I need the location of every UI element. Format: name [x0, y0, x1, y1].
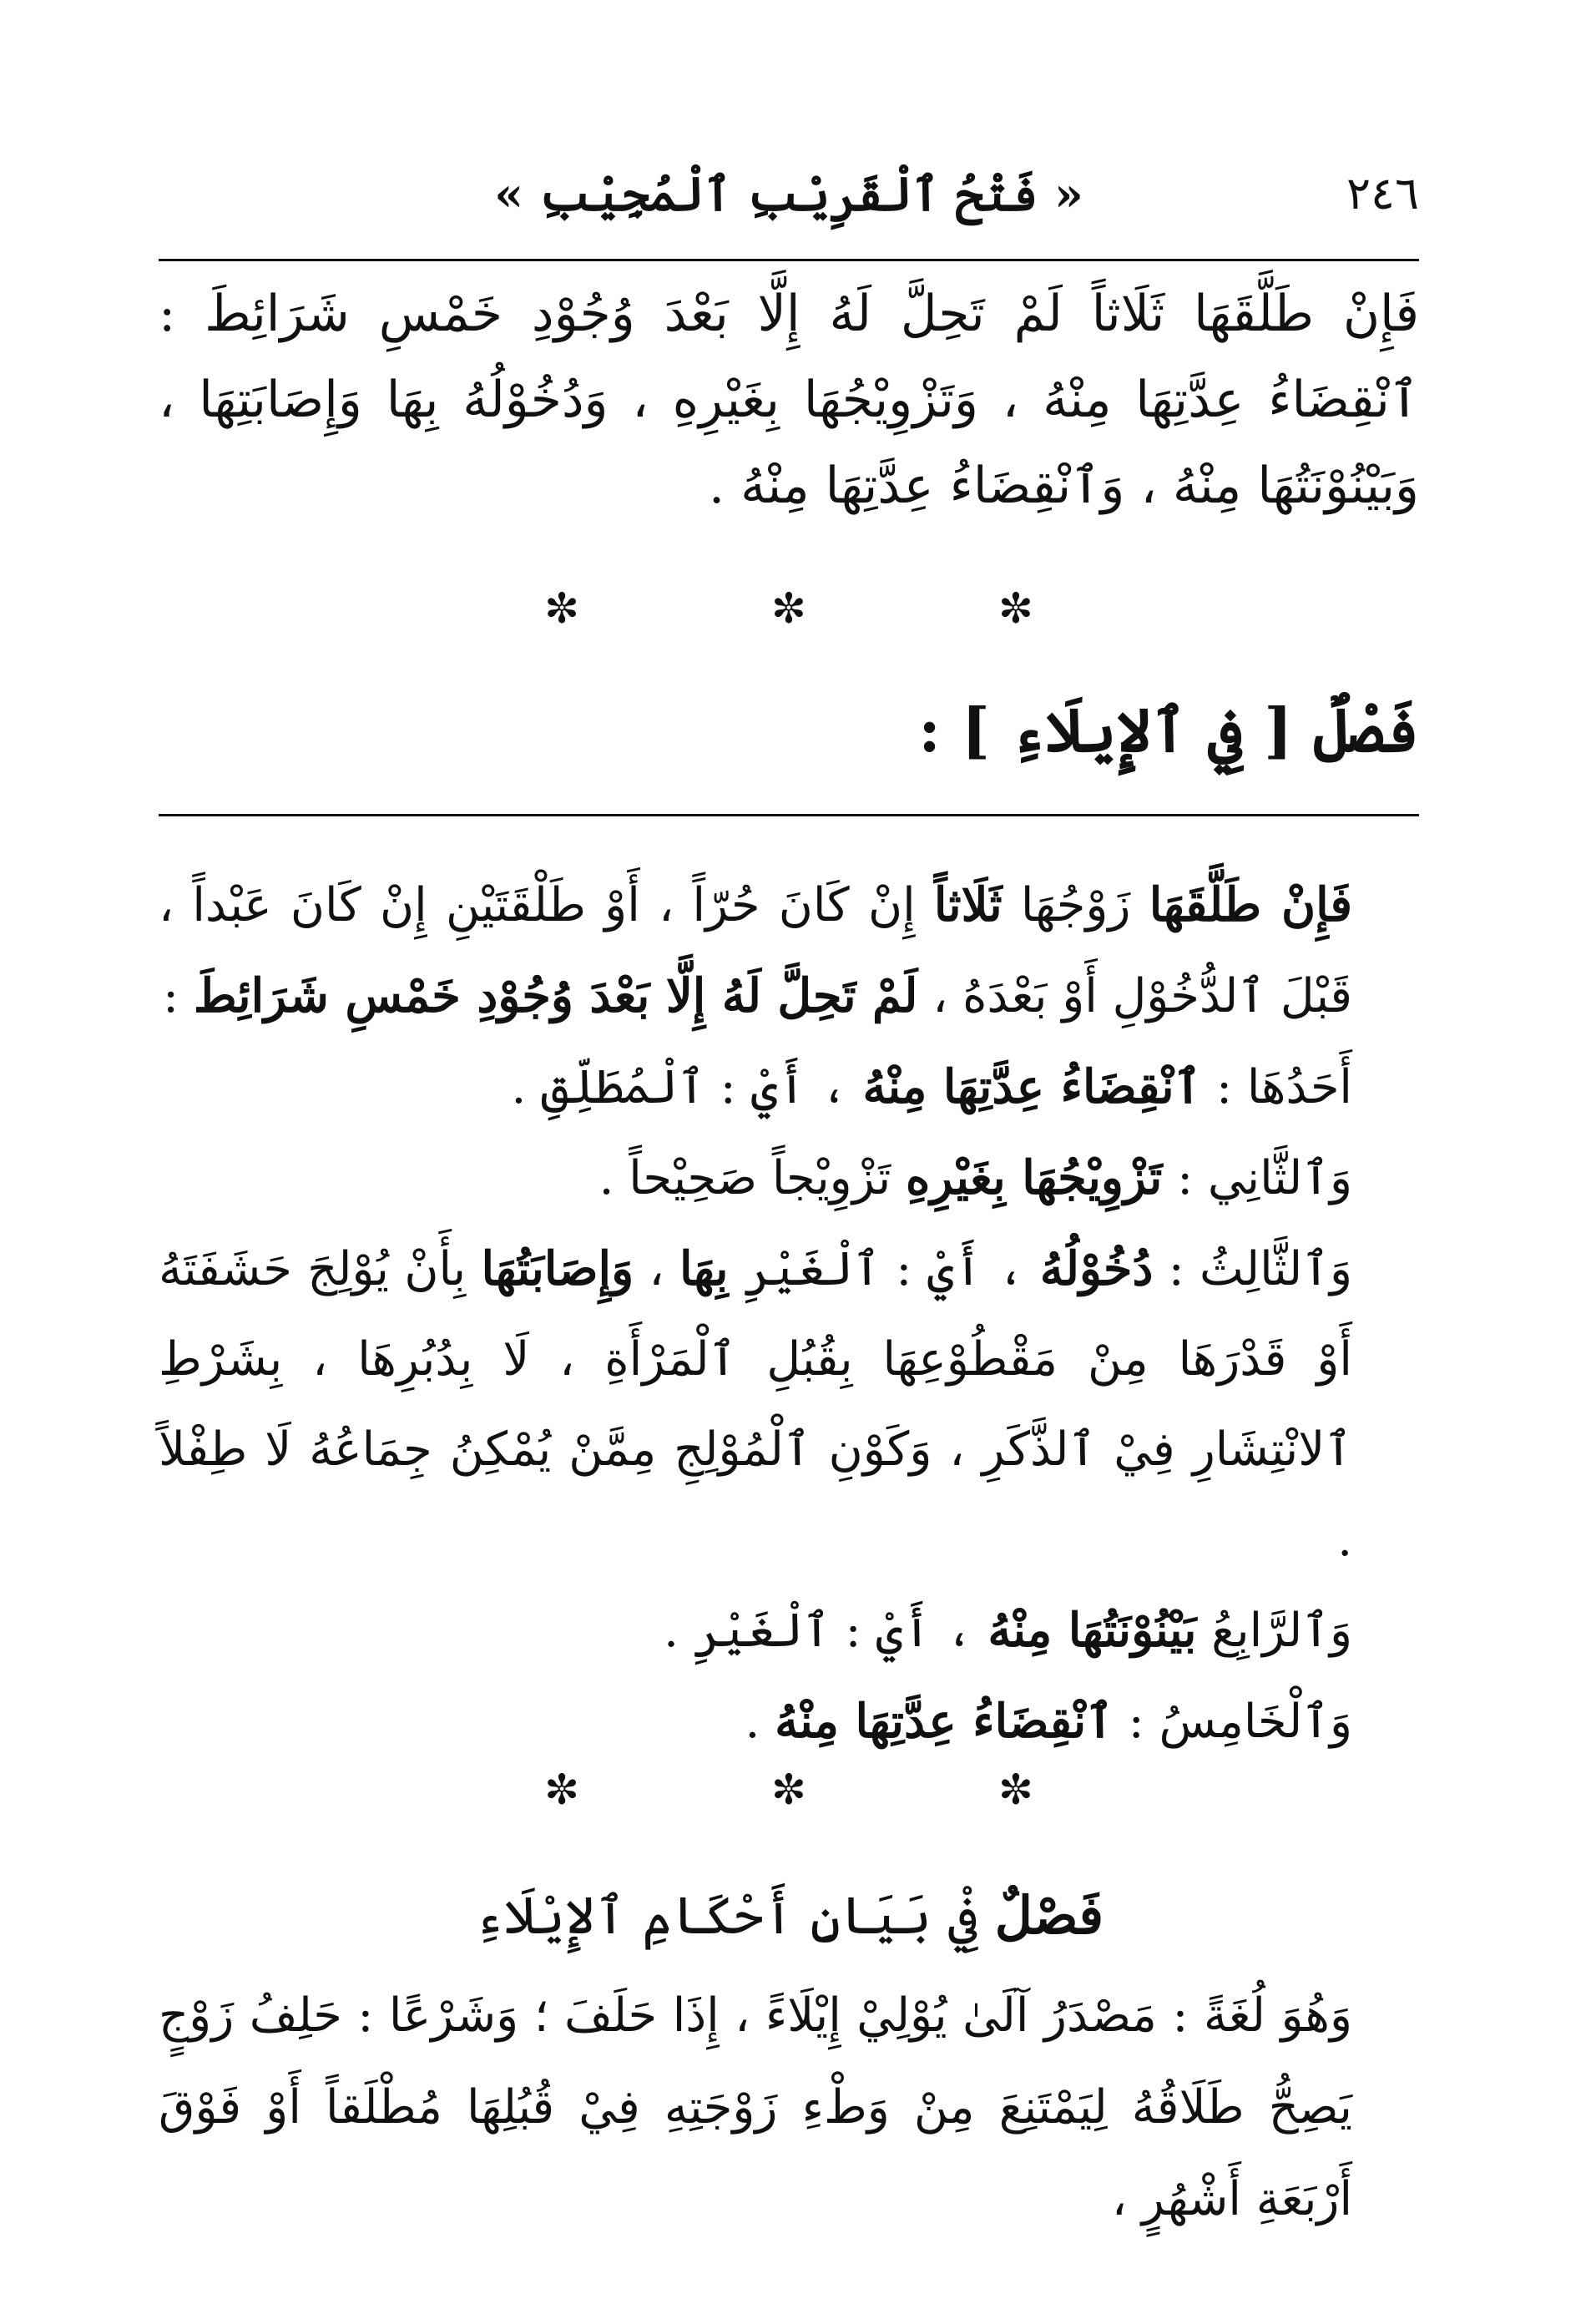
matn-text: [159, 271, 1419, 529]
sharh-span: وَٱلْخَامِسُ :: [1114, 1695, 1352, 1749]
sharh-paragraph: [159, 1676, 1419, 1767]
section-heading: [159, 685, 1419, 776]
matn-quote: بَيْنُوْنَتُهَا مِنْهُ: [987, 1603, 1197, 1658]
section-colon: :: [918, 695, 941, 765]
sharh-paragraph: [159, 1133, 1419, 1224]
sharh-paragraph: [159, 1042, 1419, 1133]
sharh-paragraph: [159, 1585, 1419, 1676]
matn-quote: لَمْ تَحِلَّ لَهُ إِلَّا بَعْدَ وُجُوْدِ خَمْسِ شَرَائِطَ: [193, 968, 918, 1023]
matn-quote: ٱنْقِضَاءُ عِدَّتِهَا مِنْهُ: [862, 1059, 1202, 1114]
matn-quote: وَإِصَابَتُهَا: [481, 1241, 634, 1296]
sharh-span: وَٱلرَّابِعُ: [1196, 1604, 1352, 1658]
sharh-span: ، أَيْ : ٱلْمُطَلِّقِ .: [511, 1060, 863, 1114]
sharh-span: ،: [634, 1242, 679, 1296]
matn-quote: ثَلَاثاً: [933, 877, 1003, 932]
sharh-span: وَٱلثَّالِثُ :: [1153, 1242, 1352, 1296]
matn-quote: ٱنْقِضَاءُ عِدَّتِهَا مِنْهُ: [775, 1694, 1114, 1749]
sharh-span: :: [163, 969, 194, 1023]
separator-stars: [159, 1766, 1419, 1814]
header-rule: [159, 259, 1419, 261]
final-text: [159, 1970, 1419, 2246]
page-header: [159, 150, 1419, 250]
matn-quote: فَإِنْ طَلَّقَهَا: [1149, 877, 1353, 932]
section-title: فِيْ بَيَانِ أَحْكَامِ ٱلإِيْلَاءِ: [473, 1885, 995, 1946]
running-title: « فَتْحُ ٱلْقَرِيْبِ ٱلْمُجِيْبِ »: [494, 167, 1083, 222]
sharh-span: وَٱلثَّانِي :: [1162, 1151, 1352, 1205]
star-icon: ✼: [544, 584, 580, 633]
final-paragraph: وَهُوَ لُغَةً : مَصْدَرُ آلَىٰ يُوْلِيْ إِيْلَاءً ، إِذَا حَلَفَ ؛ وَشَرْعًا : حَلِفُ زَوْجٍ يَصِحُّ طَلَاقُهُ لِيَمْتَنِعَ مِنْ وَطْءِ زَوْجَتِهِ فِيْ قُبُلِهَا مُطْلَقاً أَوْ فَوْقَ أَرْبَعَةِ أَشْهُرٍ ،: [159, 1988, 1352, 2226]
separator-stars: [159, 584, 1419, 633]
section-bracket-title: [ فِي ٱلإِيلَاءِ ]: [961, 695, 1293, 765]
section-label: فَصْلٌ: [1313, 695, 1419, 765]
sharh-paragraph: [159, 1224, 1419, 1585]
sharh-text: [159, 860, 1419, 1767]
section-label: فَصْلٌ: [994, 1885, 1104, 1946]
sharh-span: تَزْوِيْجاً صَحِيْحاً .: [598, 1151, 907, 1205]
matn-divider-rule: [159, 814, 1419, 816]
sharh-span: .: [745, 1695, 775, 1749]
star-icon: ✼: [998, 584, 1033, 633]
star-icon: ✼: [544, 1766, 580, 1814]
matn-quote: تَزْوِيْجُهَا بِغَيْرِهِ: [906, 1150, 1163, 1205]
sharh-span: زَوْجُهَا: [1002, 878, 1149, 932]
star-icon: ✼: [771, 584, 806, 633]
sharh-span: ، أَيْ : ٱلْغَيْرِ: [728, 1242, 1040, 1296]
star-icon: ✼: [771, 1766, 806, 1814]
star-icon: ✼: [998, 1766, 1033, 1814]
matn-quote: بِهَا: [679, 1241, 729, 1296]
sharh-span: بِأَنْ يُوْلِجَ حَشَفَتَهُ أَوْ قَدْرَهَا مِنْ مَقْطُوْعِهَا بِقُبُلِ ٱلْمَرْأَةِ ، لَا بِدُبُرِهَا ، بِشَرْطِ ٱلانْتِشَارِ فِيْ ٱلذَّكَرِ ، وَكَوْنِ ٱلْمُوْلِجِ مِمَّنْ يُمْكِنُ جِمَاعُهُ لَا طِفْلاً .: [159, 1242, 1352, 1567]
page-number: ٢٤٦: [1346, 167, 1419, 220]
sharh-paragraph: [159, 860, 1419, 1042]
sharh-span: ، أَيْ : ٱلْغَيْرِ .: [664, 1604, 988, 1658]
matn-paragraph: فَإِنْ طَلَّقَهَا ثَلَاثاً لَمْ تَحِلَّ لَهُ إِلَّا بَعْدَ وُجُوْدِ خَمْسِ شَرَائِطَ : ٱنْقِضَاءُ عِدَّتِهَا مِنْهُ ، وَتَزْوِيْجُهَا بِغَيْرِهِ ، وَدُخُوْلُهُ بِهَا وَإِصَابَتِهَا ، وَبَيْنُوْنَتُهَا مِنْهُ ، وَٱنْقِضَاءُ عِدَّتِهَا مِنْهُ .: [159, 285, 1419, 515]
matn-quote: دُخُوْلُهُ: [1039, 1241, 1154, 1296]
sharh-span: أَحَدُهَا :: [1201, 1060, 1352, 1114]
sharh-span: إِنْ كَانَ حُرّاً ، أَوْ طَلْقَتَيْنِ إِنْ كَانَ عَبْداً ، قَبْلَ ٱلدُّخُوْلِ أَوْ بَعْدَهُ ،: [159, 878, 1352, 1023]
section-heading: [159, 1870, 1419, 1962]
